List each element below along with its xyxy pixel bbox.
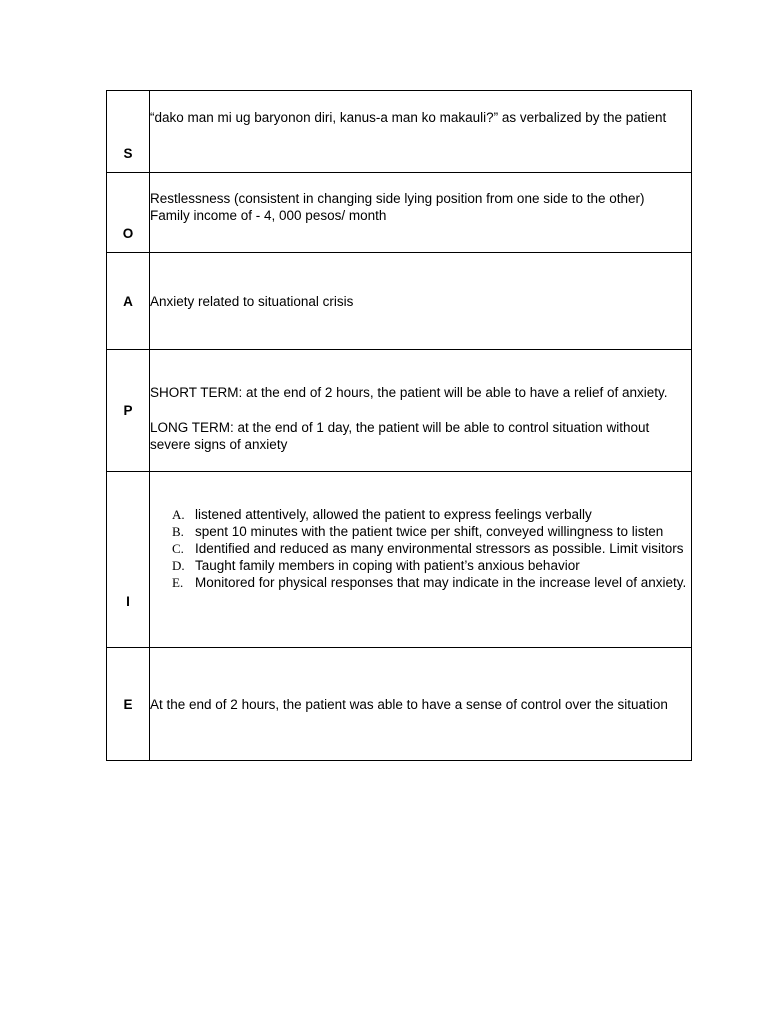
list-item: E. Monitored for physical responses that may indicate in the increase level of anxiety. (172, 575, 687, 590)
assessment-text: Anxiety related to situational crisis (150, 293, 354, 309)
subjective-text: “dako man mi ug baryonon diri, kanus-a man ko makauli?” as verbalized by the patient (150, 110, 667, 125)
row-e (107, 648, 692, 761)
row-letter-e: E (107, 648, 150, 761)
long-term-goal: LONG TERM: at the end of 1 day, the patient will be able to control situation without severe signs of anxiety (150, 420, 650, 452)
row-content-i (150, 472, 692, 648)
intervention-list (150, 472, 691, 591)
evaluation-text: At the end of 2 hours, the patient was able to have a sense of control over the situation (150, 696, 668, 712)
list-item: A. listened attentively, allowed the patient to express feelings verbally (172, 507, 592, 522)
row-letter-a: A (107, 253, 150, 350)
row-s (107, 91, 692, 173)
row-o (107, 173, 692, 253)
row-content-e (150, 648, 692, 761)
row-p (107, 350, 692, 472)
row-content-o (150, 173, 692, 253)
row-content-p (150, 350, 692, 472)
row-a (107, 253, 692, 350)
list-item: D. Taught family members in coping with patient’s anxious behavior (172, 558, 580, 573)
objective-line: Family income of - 4, 000 pesos/ month (150, 208, 387, 223)
row-letter-i: I (107, 472, 150, 648)
row-letter-p: P (107, 350, 150, 472)
row-content-a (150, 253, 692, 350)
short-term-goal: SHORT TERM: at the end of 2 hours, the patient will be able to have a relief of anxiety. (150, 385, 668, 400)
row-content-s (150, 91, 692, 173)
objective-line: Restlessness (consistent in changing side lying position from one side to the other) (150, 191, 645, 206)
row-i (107, 472, 692, 648)
row-letter-o: O (107, 173, 150, 253)
list-item: B. spent 10 minutes with the patient twice per shift, conveyed willingness to listen (172, 524, 664, 539)
soapie-table (106, 90, 692, 761)
list-item: C. Identified and reduced as many environmental stressors as possible. Limit visitors (172, 541, 684, 556)
row-letter-s: S (107, 91, 150, 173)
